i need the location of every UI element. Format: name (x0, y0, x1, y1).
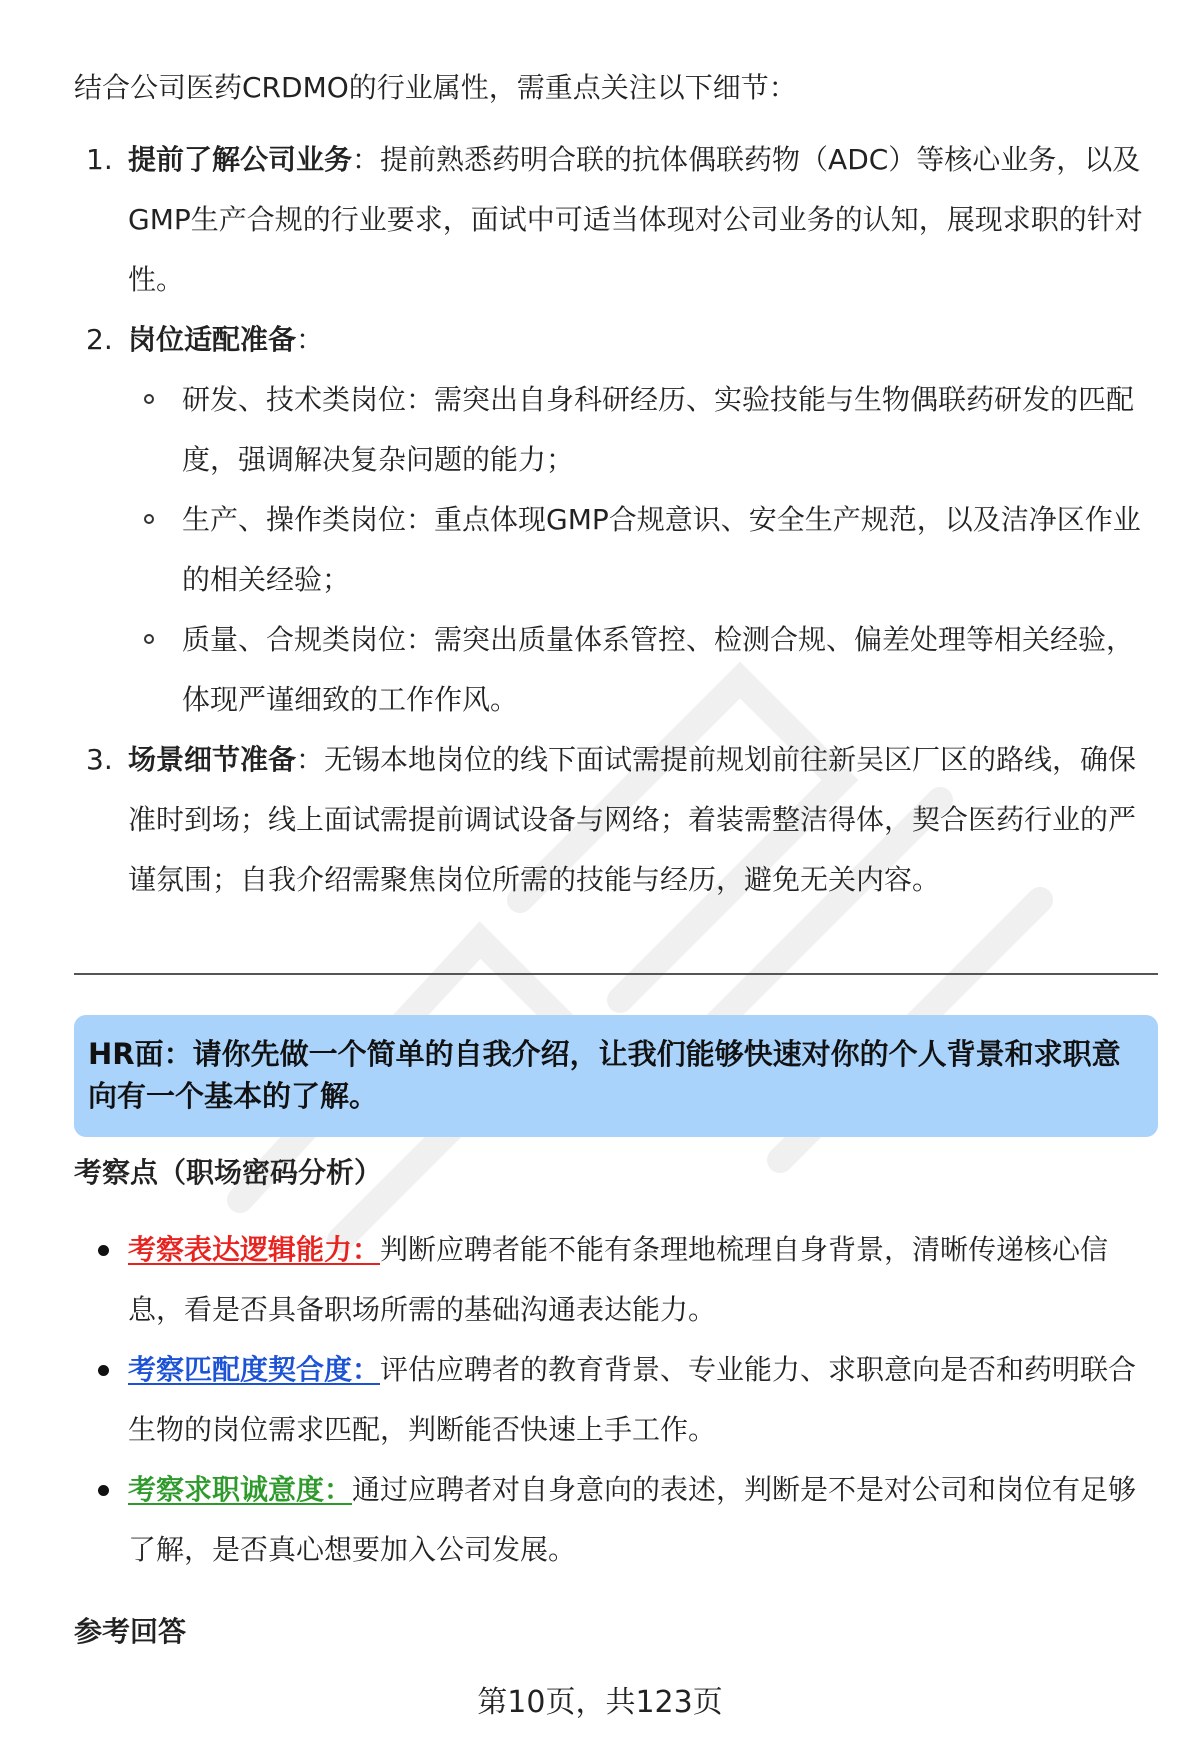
section-title: 考察点（职场密码分析） (74, 1156, 383, 1189)
hr-question-box: HR面：请你先做一个简单的自我介绍，让我们能够快速对你的个人背景和求职意向有一个基本的了解。 (74, 1015, 1158, 1137)
bullet-label: 考察表达逻辑能力： (128, 1233, 381, 1266)
hollow-bullet-icon (144, 514, 154, 524)
bullet-item (74, 1220, 1154, 1340)
item-colon: ： (296, 743, 325, 776)
bullet-text: 通过应聘者对自身意向的表述，判断是不是对公司和岗位有足够了解，是否真心想要加入公司发展。 (128, 1473, 1137, 1566)
list-item-3 (74, 730, 1154, 910)
item-text: 无锡本地岗位的线下面试需提前规划前往新吴区厂区的路线，确保准时到场；线上面试需提前调试设备与网络；着装需整洁得体，契合医药行业的严谨氛围；自我介绍需聚焦岗位所需的技能与经历，避免无关内容。 (128, 743, 1137, 896)
bullet-item (74, 1340, 1154, 1460)
hollow-bullet-icon (144, 634, 154, 644)
horizontal-divider (74, 973, 1158, 975)
bullet-label: 考察匹配度契合度： (128, 1353, 381, 1386)
item-title: 场景细节准备 (128, 743, 297, 776)
item-title: 提前了解公司业务 (128, 143, 353, 176)
ordered-list (74, 130, 1154, 910)
intro-text: 结合公司医药CRDMO的行业属性，需重点关注以下细节： (74, 71, 797, 104)
list-item-1 (74, 130, 1154, 310)
item-text: 提前熟悉药明合联的抗体偶联药物（ADC）等核心业务，以及GMP生产合规的行业要求，面试中可适当体现对公司业务的认知，展现求职的针对性。 (128, 143, 1143, 296)
reference-answer-title: 参考回答 (74, 1615, 187, 1648)
item-colon: ： (352, 143, 381, 176)
bullet-dot-icon (98, 1245, 109, 1256)
sub-item (128, 370, 1154, 490)
bullet-text: 判断应聘者能不能有条理地梳理自身背景，清晰传递核心信息，看是否具备职场所需的基础沟通表达能力。 (128, 1233, 1109, 1326)
bullet-label: 考察求职诚意度： (128, 1473, 353, 1506)
item-title: 岗位适配准备 (128, 323, 297, 356)
sub-item (128, 490, 1154, 610)
page-footer: 第10页，共123页 (477, 1685, 723, 1720)
bullet-dot-icon (98, 1365, 109, 1376)
bullet-list (74, 1220, 1154, 1580)
sub-item-text: 生产、操作类岗位：重点体现GMP合规意识、安全生产规范，以及洁净区作业的相关经验； (182, 503, 1141, 596)
sub-item (128, 610, 1154, 730)
bullet-item (74, 1460, 1154, 1580)
bullet-dot-icon (98, 1485, 109, 1496)
sub-item-text: 质量、合规类岗位：需突出质量体系管控、检测合规、偏差处理等相关经验，体现严谨细致的工作作风。 (182, 623, 1135, 716)
list-number: 3. (86, 743, 113, 776)
hollow-bullet-icon (144, 394, 154, 404)
list-number: 1. (86, 143, 113, 176)
item-colon: ： (296, 323, 325, 356)
sub-item-text: 研发、技术类岗位：需突出自身科研经历、实验技能与生物偶联药研发的匹配度，强调解决复杂问题的能力； (182, 383, 1135, 476)
bullet-text: 评估应聘者的教育背景、专业能力、求职意向是否和药明联合生物的岗位需求匹配，判断能否快速上手工作。 (128, 1353, 1137, 1446)
list-item-2 (74, 310, 1154, 370)
list-number: 2. (86, 323, 113, 356)
